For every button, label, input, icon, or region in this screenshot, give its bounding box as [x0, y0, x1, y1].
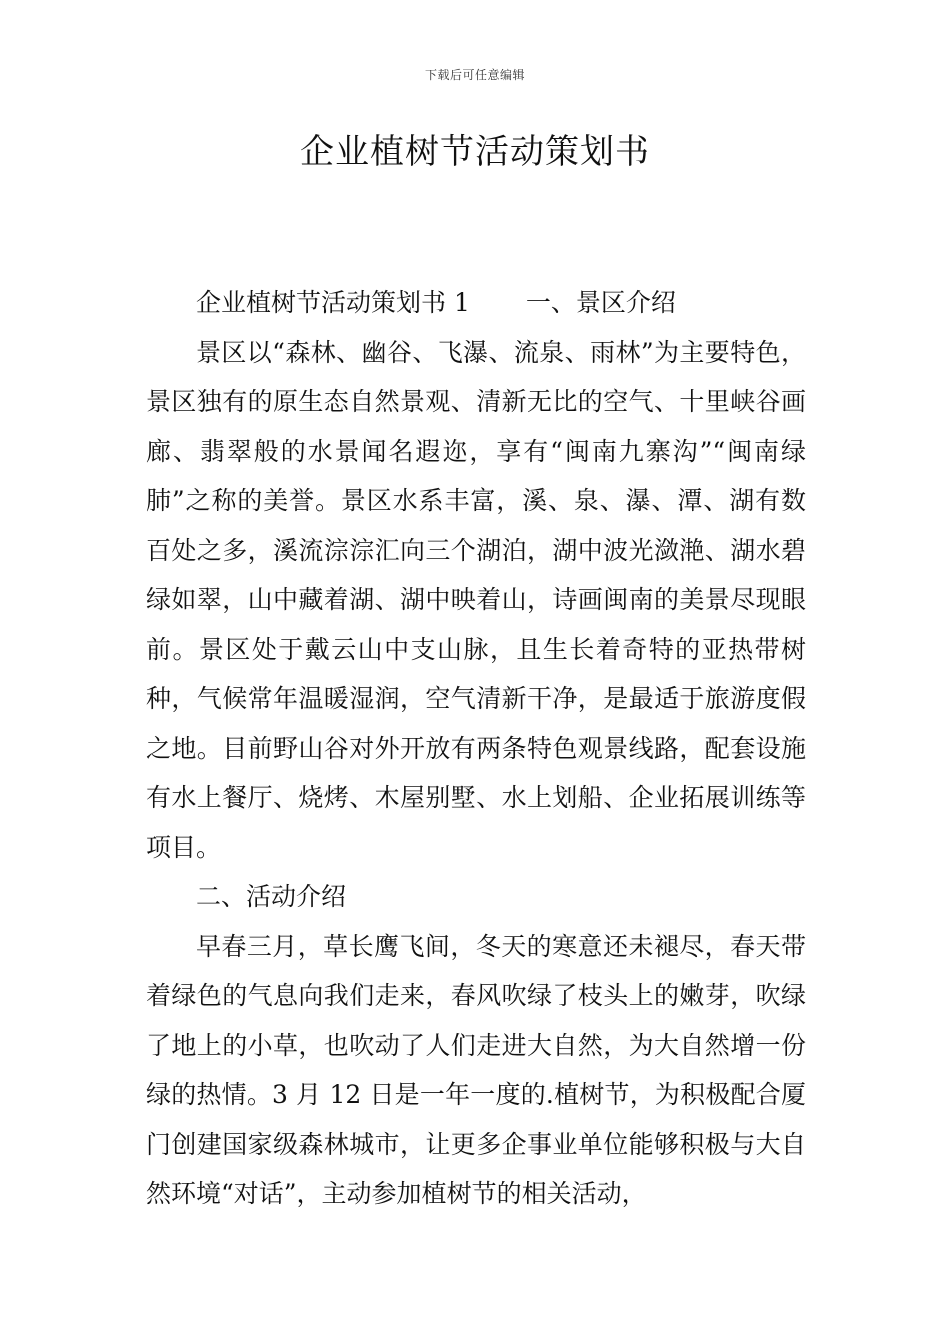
section-heading-line	[146, 278, 806, 328]
header-note: 下载后可任意编辑	[424, 68, 525, 82]
section-heading-right: 一、景区介绍	[525, 288, 676, 317]
paragraph-scenic-intro: 景区以“森林、幽谷、飞瀑、流泉、雨林”为主要特色，景区独有的原生态自然景观、清新无比的空气、十里峡谷画廊、翡翠般的水景闻名遐迩，享有“闽南九寨沟”“闽南绿肺”之称的美誉。景区水系丰富，溪、泉、瀑、潭、湖有数百处之多，溪流淙淙汇向三个湖泊，湖中波光潋滟、湖水碧绿如翠，山中藏着湖、湖中映着山，诗画闽南的美景尽现眼前。景区处于戴云山中支山脉，且生长着奇特的亚热带树种，气候常年温暖湿润，空气清新干净，是最适于旅游度假之地。目前野山谷对外开放有两条特色观景线路，配套设施有水上餐厅、烧烤、木屋别墅、水上划船、企业拓展训练等项目。	[146, 337, 806, 862]
document-title: 企业植树节活动策划书	[300, 132, 650, 172]
document-body	[146, 278, 806, 1219]
section-heading-activity: 二、活动介绍	[196, 882, 347, 911]
paragraph-activity-intro: 早春三月，草长鹰飞间，冬天的寒意还未褪尽，春天带着绿色的气息向我们走来，春风吹绿了枝头上的嫩芽，吹绿了地上的小草，也吹动了人们走进大自然，为大自然增一份绿的热情。3 月 12 日是一年一度的.植树节，为积极配合厦门创建国家级森林城市，让更多企事业单位能够积极与大自然环境“对话”，主动参加植树节的相关活动，	[146, 931, 806, 1208]
section-heading-left: 企业植树节活动策划书 1	[196, 288, 470, 317]
